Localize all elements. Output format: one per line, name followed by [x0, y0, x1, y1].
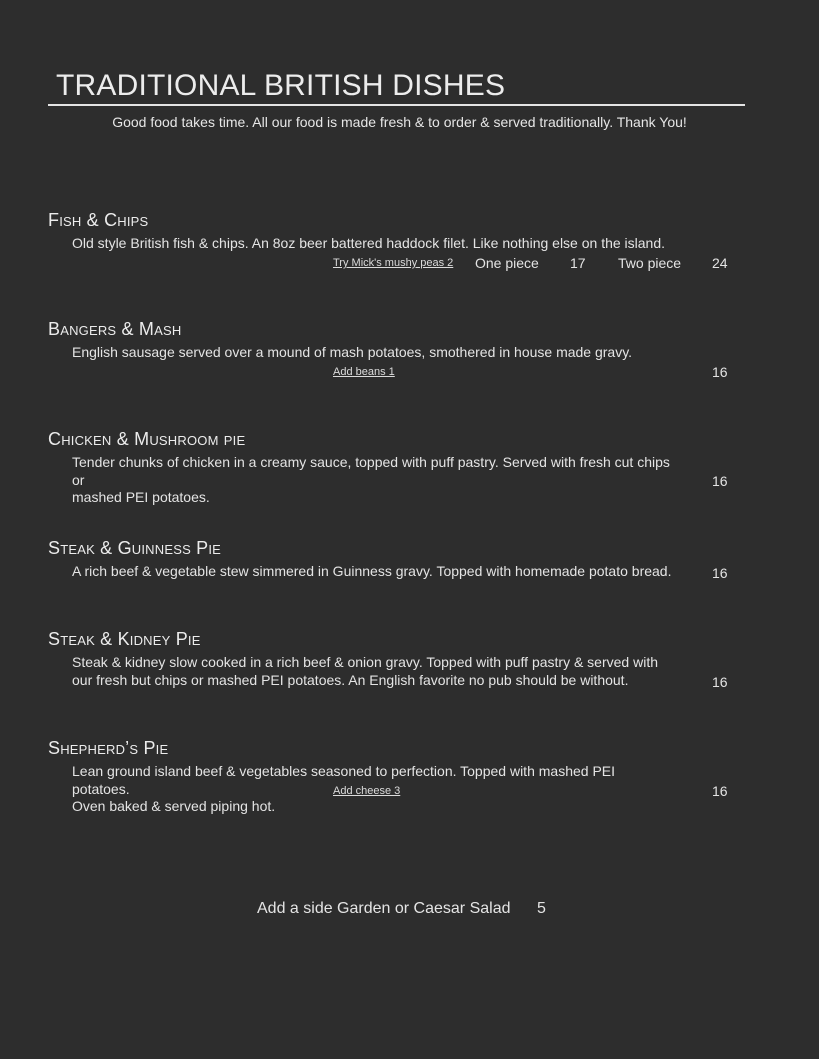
- description-line: mashed PEI potatoes.: [72, 489, 210, 505]
- description-line: Lean ground island beef & vegetables seasoned to perfection. Topped with mashed PEI potatoes.: [72, 763, 616, 797]
- item-description: English sausage served over a mound of mash potatoes, smothered in house made gravy.: [72, 344, 633, 360]
- item-description: A rich beef & vegetable stew simmered in Guinness gravy. Topped with homemade potato bread.: [72, 563, 672, 579]
- item-name: Bangers & Mash: [48, 319, 182, 339]
- side-salad-price: 5: [537, 900, 546, 917]
- item-description: Old style British fish & chips. An 8oz beer battered haddock filet. Like nothing else on the island.: [72, 235, 666, 251]
- item-name: Steak & Guinness Pie: [48, 538, 222, 558]
- item-name: Shepherd’s Pie: [48, 738, 169, 758]
- menu-header: [48, 68, 745, 130]
- item-price: 16: [712, 473, 728, 489]
- option-two-price: 24: [712, 255, 728, 271]
- option-one-price: 17: [570, 255, 586, 271]
- item-description: [72, 654, 672, 689]
- menu-item-bangers-mash: [48, 318, 748, 362]
- item-name: Chicken & Mushroom pie: [48, 429, 246, 449]
- page-subtitle: Good food takes time. All our food is made fresh & to order & served traditionally. Thank You!: [112, 114, 687, 130]
- menu-item-steak-kidney-pie: [48, 628, 748, 689]
- item-price: 16: [712, 674, 728, 690]
- item-description: [72, 454, 672, 507]
- description-line: Tender chunks of chicken in a creamy sauce, topped with puff pastry. Served with fresh cut chips or: [72, 454, 670, 488]
- item-name: Fish & Chips: [48, 210, 149, 230]
- page-title: TRADITIONAL BRITISH DISHES: [48, 68, 745, 106]
- option-two-label: Two piece: [618, 255, 682, 271]
- menu-item-chicken-mushroom-pie: [48, 428, 748, 507]
- item-price: 16: [712, 783, 728, 799]
- item-price: 16: [712, 364, 728, 380]
- item-name: Steak & Kidney Pie: [48, 629, 201, 649]
- option-one-label: One piece: [475, 255, 539, 271]
- item-addon[interactable]: Add cheese 3: [333, 785, 401, 797]
- item-addon[interactable]: Add beans 1: [333, 366, 395, 378]
- item-addon[interactable]: Try Mick's mushy peas 2: [333, 257, 454, 269]
- description-line: Steak & kidney slow cooked in a rich beef & onion gravy. Topped with puff pastry & served with: [72, 654, 658, 670]
- menu-item-steak-guinness-pie: [48, 537, 748, 581]
- description-line: Oven baked & served piping hot.: [72, 798, 276, 814]
- menu-item-shepherds-pie: [48, 737, 748, 816]
- description-line: our fresh but chips or mashed PEI potatoes. An English favorite no pub should be without.: [72, 671, 629, 688]
- menu-item-fish-chips: [48, 209, 748, 253]
- side-salad-text: Add a side Garden or Caesar Salad: [257, 900, 511, 917]
- item-price: 16: [712, 565, 728, 581]
